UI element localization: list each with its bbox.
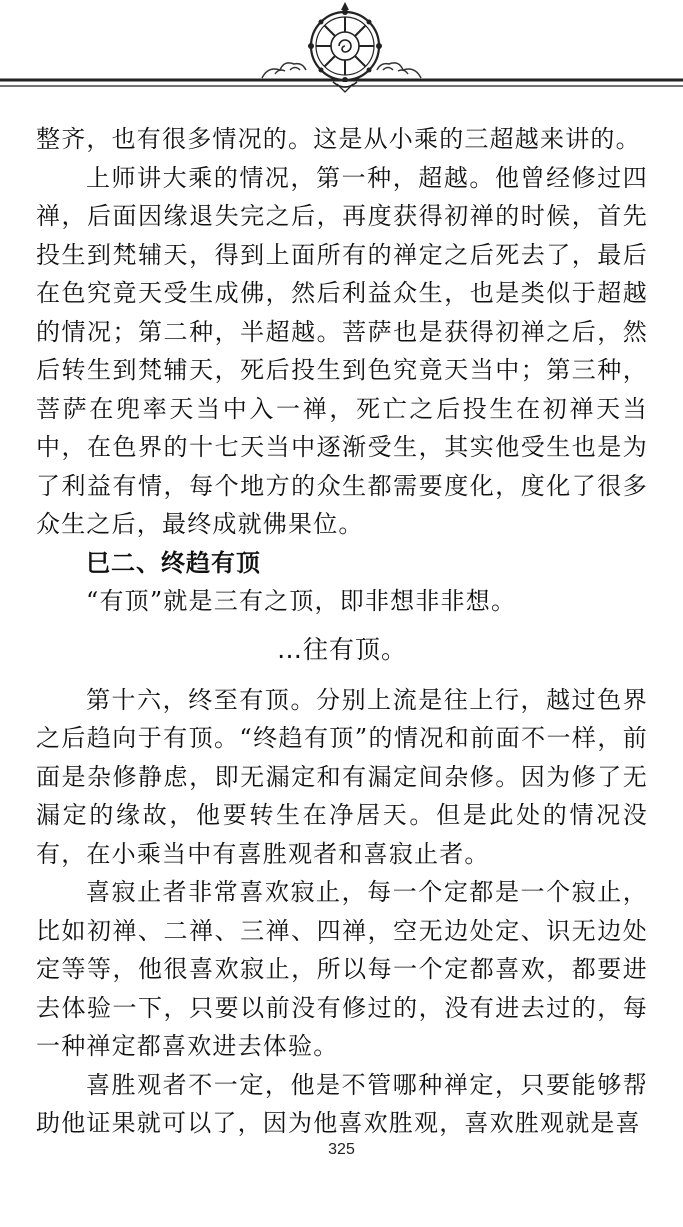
right-cloud-icon (377, 63, 421, 78)
paragraph-mahayana-transcendence: 上师讲大乘的情况，第一种，超越。他曾经修过四禅，后面因缘退失完之后，再度获得初禅的时候，首先投生到梵辅天，得到上面所有的禅定之后死去了，最后在色究竟天受生成佛，然后利益众生，也是类似于超越的情况；第二种，半超越。菩萨也是获得初禅之后，然后转生到梵辅天，死后投生到色究竟天当中；第三种，菩萨在兜率天当中入一禅，死亡之后投生在初禅天当中，在色界的十七天当中逐渐受生，其实他受生也是为了利益有情，每个地方的众生都需要度化，度化了很多众生之后，最终成就佛果位。 (36, 163, 648, 538)
page-number: 325 (328, 1141, 355, 1158)
verse-heading: …往有顶。 (276, 634, 407, 664)
paragraph-calm-abiding: 喜寂止者非常喜欢寂止，每一个定都是一个寂止，比如初禅、二禅、三禅、四禅，空无边处定、识无边处定等等，他很喜欢寂止，所以每一个定都喜欢，都要进去体验一下，只要以前没有修过的，没有进去过的，每一种禅定都喜欢进去体验。 (36, 878, 648, 1060)
section-heading: 巳二、终趋有顶 (86, 548, 261, 577)
paragraph-insight: 喜胜观者不一定，他是不管哪种禅定，只要能够帮助他证果就可以了，因为他喜欢胜观，喜欢胜观就是喜 (36, 1070, 648, 1137)
page-body (36, 120, 648, 1143)
paragraph-continuation: 整齐，也有很多情况的。这是从小乘的三超越来讲的。 (36, 125, 641, 153)
page-header (0, 0, 683, 100)
left-cloud-icon (262, 63, 306, 78)
header-ornament (0, 0, 683, 100)
paragraph-sixteenth: 第十六，终至有顶。分别上流是往上行，越过色界之后趋向于有顶。“终趋有顶”的情况和前面不一样，前面是杂修静虑，即无漏定和有漏定间杂修。因为修了无漏定的缘故，他要转生在净居天。但是此处的情况没有，在小乘当中有喜胜观者和喜寂止者。 (36, 685, 648, 868)
definition-line: “有顶”就是三有之顶，即非想非非想。 (86, 587, 517, 615)
